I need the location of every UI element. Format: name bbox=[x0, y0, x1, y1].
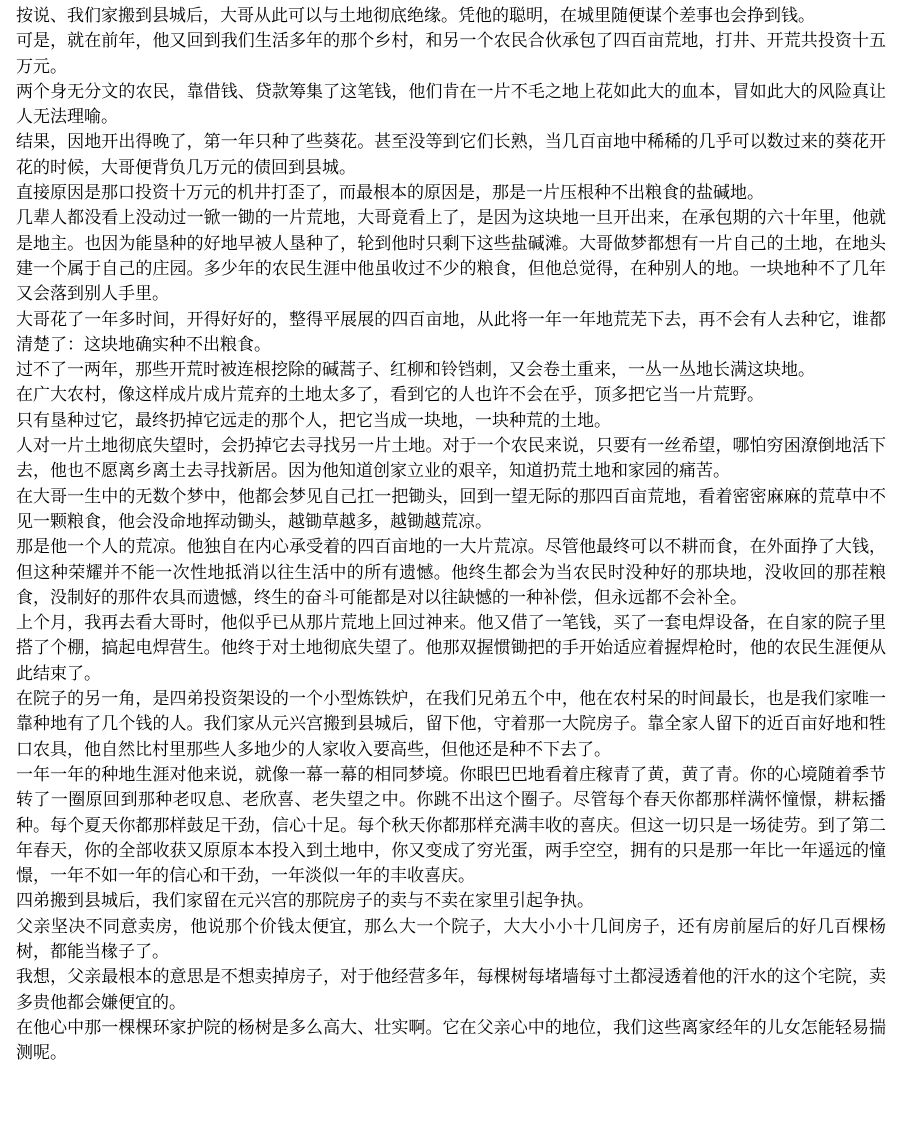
paragraph: 两个身无分文的农民，靠借钱、贷款筹集了这笔钱，他们肯在一片不毛之地上花如此大的血本，冒如此大的风险真让人无法理喻。 bbox=[16, 81, 886, 128]
paragraph: 父亲坚决不同意卖房，他说那个价钱太便宜，那么大一个院子，大大小小十几间房子，还有房前屋后的好几百棵杨树，都能当椽子了。 bbox=[16, 916, 886, 962]
paragraph: 在院子的另一角，是四弟投资架设的一个小型炼铁炉，在我们兄弟五个中，他在农村呆的时间最长，也是我们家唯一靠种地有了几个钱的人。我们家从元兴宫搬到县城后，留下他，守着那一大院房子。靠全家人留下的近百亩好地和牲口农具，他自然比村里那些人多地少的人家收入要高些，但他还是种不下去了。 bbox=[16, 689, 886, 760]
paragraph: 可是，就在前年，他又回到我们生活多年的那个乡村，和另一个农民合伙承包了四百亩荒地，打井、开荒共投资十五万元。 bbox=[16, 31, 886, 77]
article-body bbox=[16, 4, 886, 1066]
paragraph: 几辈人都没看上没动过一锨一锄的一片荒地，大哥竟看上了，是因为这块地一旦开出来，在承包期的六十年里，他就是地主。也因为能垦种的好地早被人垦种了，轮到他时只剩下这些盐碱滩。大哥做梦都想有一片自己的土地，在地头建一个属于自己的庄园。多少年的农民生涯中他虽收过不少的粮食，但他总觉得，在种别人的地。一块地种不了几年又会落到别人手里。 bbox=[16, 208, 886, 305]
paragraph: 只有垦种过它，最终扔掉它远走的那个人，把它当成一块地，一块种荒的土地。 bbox=[16, 410, 611, 431]
paragraph: 上个月，我再去看大哥时，他似乎已从那片荒地上回过神来。他又借了一笔钱，买了一套电焊设备，在自家的院子里搭了个棚，搞起电焊营生。他终于对土地彻底失望了。他那双握惯锄把的手开始适应着握焊枪时，他的农民生涯便从此结束了。 bbox=[16, 613, 886, 684]
paragraph: 那是他一个人的荒凉。他独自在内心承受着的四百亩地的一大片荒凉。尽管他最终可以不耕而食，在外面挣了大钱，但这种荣耀并不能一次性地抵消以往生活中的所有遗憾。他终生都会为当农民时没种好的那块地，没收回的那茬粮食，没制好的那件农具而遗憾，终生的奋斗可能都是对以往缺憾的一种补偿，但永远都不会补全。 bbox=[16, 537, 886, 608]
paragraph: 在广大农村，像这样成片成片荒弃的土地太多了，看到它的人也许不会在乎，顶多把它当一片荒野。 bbox=[16, 385, 764, 406]
paragraph: 一年一年的种地生涯对他来说，就像一幕一幕的相同梦境。你眼巴巴地看着庄稼青了黄，黄了青。你的心境随着季节转了一圈原回到那种老叹息、老欣喜、老失望之中。你跳不出这个圈子。尽管每个春天你都那样满怀憧憬，耕耘播种。每个夏天你都那样鼓足干劲，信心十足。每个秋天你都那样充满丰收的喜庆。但这一切只是一场徒劳。到了第二年春天，你的全部收获又原原本本投入到土地中，你又变成了穷光蛋，两手空空，拥有的只是那一年比一年遥远的憧憬，一年不如一年的信心和干劲，一年淡似一年的丰收喜庆。 bbox=[16, 764, 886, 887]
paragraph: 按说、我们家搬到县城后，大哥从此可以与土地彻底绝缘。凭他的聪明，在城里随便谋个差事也会挣到钱。 bbox=[16, 6, 815, 26]
paragraph: 在他心中那一棵棵环家护院的杨树是多么高大、壮实啊。它在父亲心中的地位，我们这些离家经年的儿女怎能轻易揣测呢。 bbox=[16, 1017, 886, 1064]
paragraph: 四弟搬到县城后，我们家留在元兴宫的那院房子的卖与不卖在家里引起争执。 bbox=[16, 891, 594, 912]
paragraph: 大哥花了一年多时间，开得好好的，整得平展展的四百亩地，从此将一年一年地荒芜下去，再不会有人去种它，谁都清楚了：这块地确实种不出粮食。 bbox=[16, 309, 886, 355]
paragraph: 过不了一两年，那些开荒时被连根挖除的碱蒿子、红柳和铃铛刺，又会卷土重来，一丛一丛地长满这块地。 bbox=[16, 360, 815, 381]
paragraph: 结果，因地开出得晚了，第一年只种了些葵花。甚至没等到它们长熟，当几百亩地中稀稀的几乎可以数过来的葵花开花的时候，大哥便背负几万元的债回到县城。 bbox=[16, 132, 886, 178]
paragraph: 在大哥一生中的无数个梦中，他都会梦见自己扛一把锄头，回到一望无际的那四百亩荒地，看着密密麻麻的荒草中不见一颗粮食，他会没命地挥动锄头，越锄草越多，越锄越荒凉。 bbox=[16, 486, 886, 532]
paragraph: 我想，父亲最根本的意思是不想卖掉房子，对于他经营多年，每棵树每堵墙每寸土都浸透着他的汗水的这个宅院，卖多贵他都会嫌便宜的。 bbox=[16, 967, 886, 1013]
paragraph: 直接原因是那口投资十万元的机井打歪了，而最根本的原因是，那是一片压根种不出粮食的盐碱地。 bbox=[16, 183, 764, 204]
paragraph: 人对一片土地彻底失望时，会扔掉它去寻找另一片土地。对于一个农民来说，只要有一丝希望，哪怕穷困潦倒地活下去，他也不愿离乡离土去寻找新居。因为他知道创家立业的艰辛，知道扔荒土地和家园的痛苦。 bbox=[16, 436, 886, 482]
